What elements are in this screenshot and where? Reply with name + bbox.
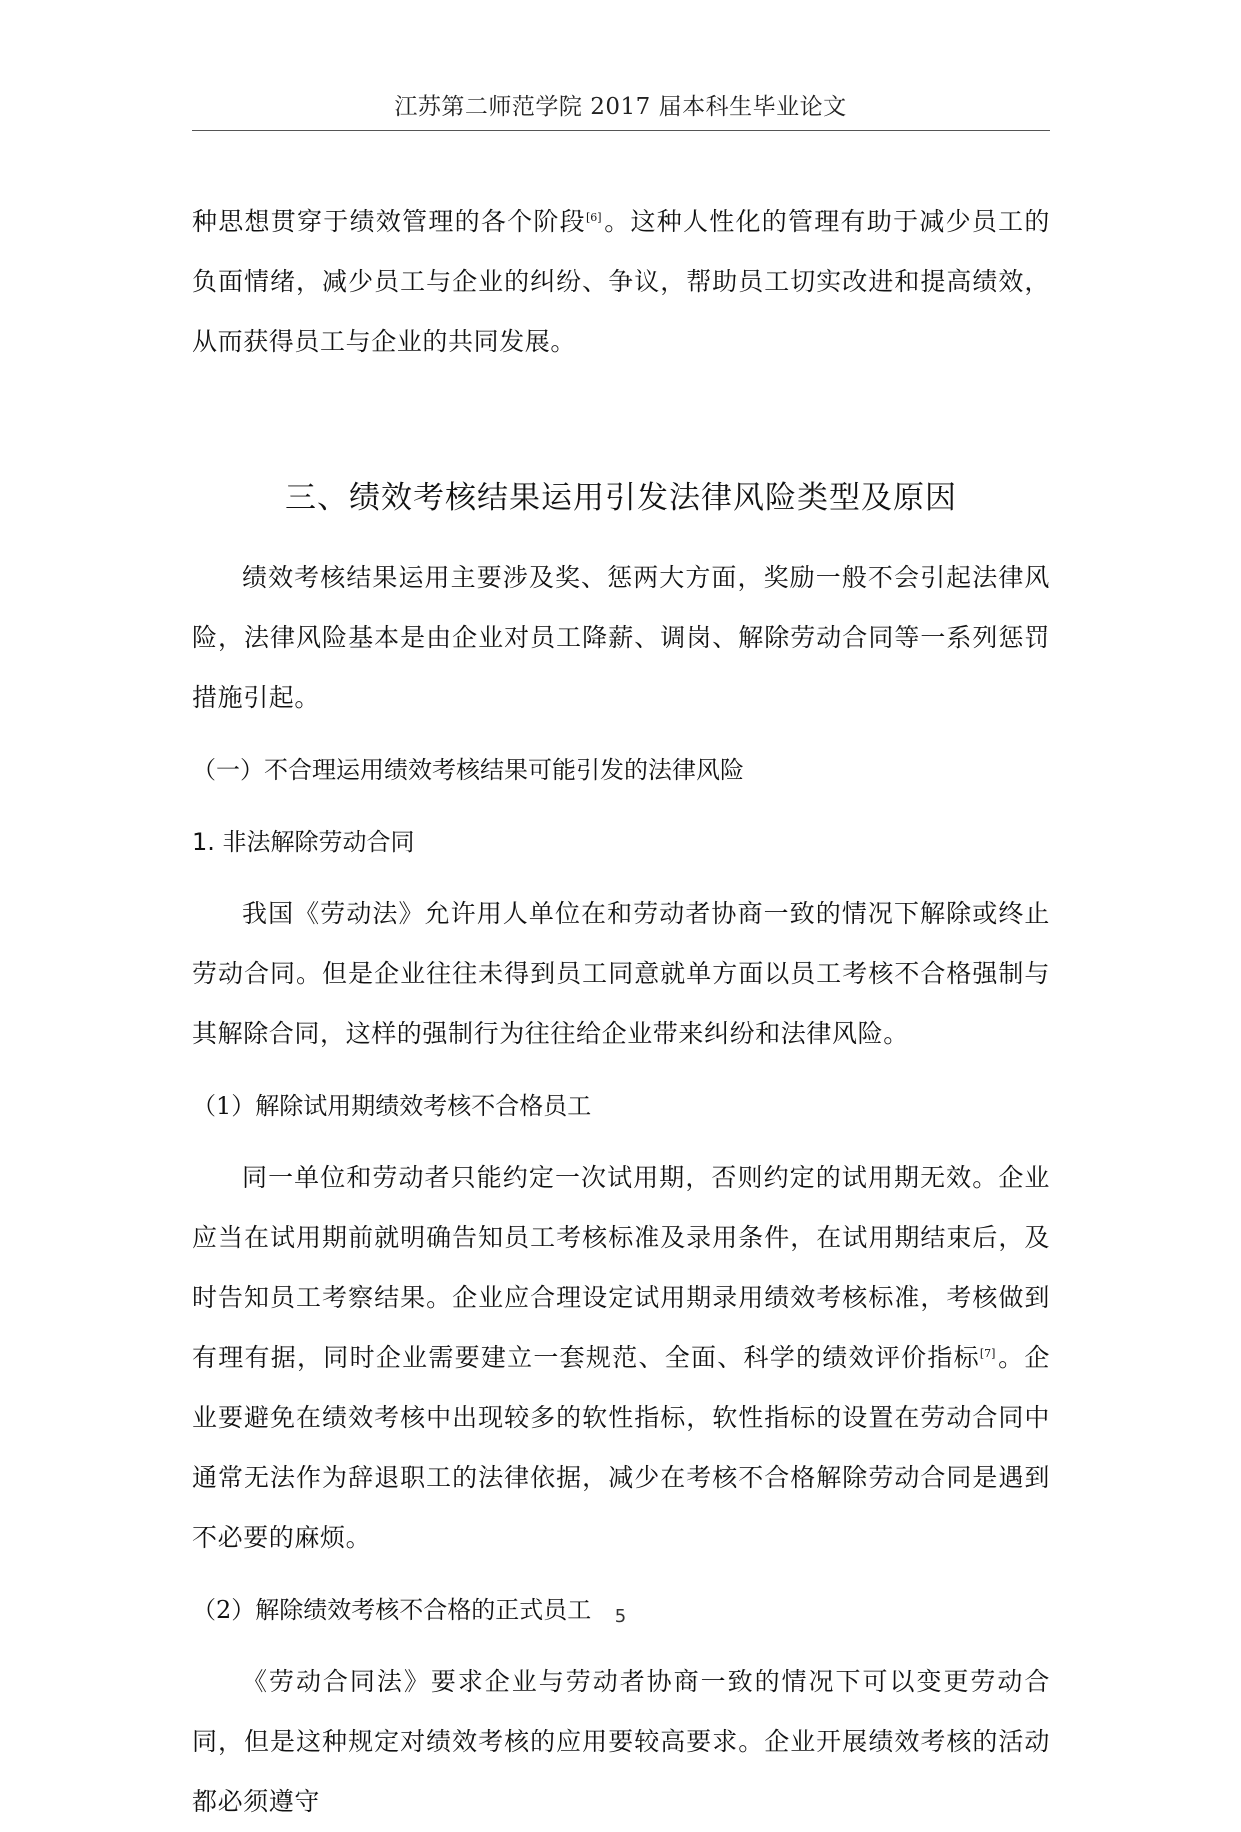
item-heading: （1）解除试用期绩效考核不合格员工 [192,1092,592,1120]
paragraph: 我国《劳动法》允许用人单位在和劳动者协商一致的情况下解除或终止劳动合同。但是企业往往未得到员工同意就单方面以员工考核不合格强制与其解除合同，这样的强制行为往往给企业带来纠纷和法律风险。 [192,899,1050,1048]
citation-ref[interactable]: [6] [585,210,602,224]
subsection-heading: （一）不合理运用绩效考核结果可能引发的法律风险 [192,756,744,784]
paragraph-text: 同一单位和劳动者只能约定一次试用期，否则约定的试用期无效。企业应当在试用期前就明确告知员工考核标准及录用条件，在试用期结束后，及时告知员工考察结果。企业应合理设定试用期录用绩效考核标准，考核做到有理有据，同时企业需要建立一套规范、全面、科学的绩效评价指标 [192,1163,1050,1372]
paragraph-continued [192,192,1050,372]
subsubsection-heading: 1. 非法解除劳动合同 [192,828,415,856]
paragraph-text: 。企业要避免在绩效考核中出现较多的软性指标，软性指标的设置在劳动合同中通常无法作为辞退职工的法律依据，减少在考核不合格解除劳动合同是遇到不必要的麻烦。 [192,1343,1050,1552]
body-content [192,192,1050,1832]
running-header: 江苏第二师范学院 2017 届本科生毕业论文 [394,94,847,120]
item-heading: （2）解除绩效考核不合格的正式员工 [192,1596,592,1624]
paragraph: 绩效考核结果运用主要涉及奖、惩两大方面，奖励一般不会引起法律风险，法律风险基本是由企业对员工降薪、调岗、解除劳动合同等一系列惩罚措施引起。 [192,563,1050,712]
citation-ref[interactable]: [7] [979,1346,996,1360]
paragraph [192,1148,1050,1568]
paragraph-text: 种思想贯穿于绩效管理的各个阶段 [192,207,586,236]
paragraph-text: 。这种人性化的管理有助于减少员工的负面情绪，减少员工与企业的纠纷、争议，帮助员工切实改进和提高绩效，从而获得员工与企业的共同发展。 [192,207,1050,356]
paragraph: 《劳动合同法》要求企业与劳动者协商一致的情况下可以变更劳动合同，但是这种规定对绩效考核的应用要较高要求。企业开展绩效考核的活动都必须遵守 [192,1667,1050,1816]
page-number: 5 [614,1606,627,1627]
header-divider [192,130,1050,131]
section-heading: 三、绩效考核结果运用引发法律风险类型及原因 [285,480,957,516]
